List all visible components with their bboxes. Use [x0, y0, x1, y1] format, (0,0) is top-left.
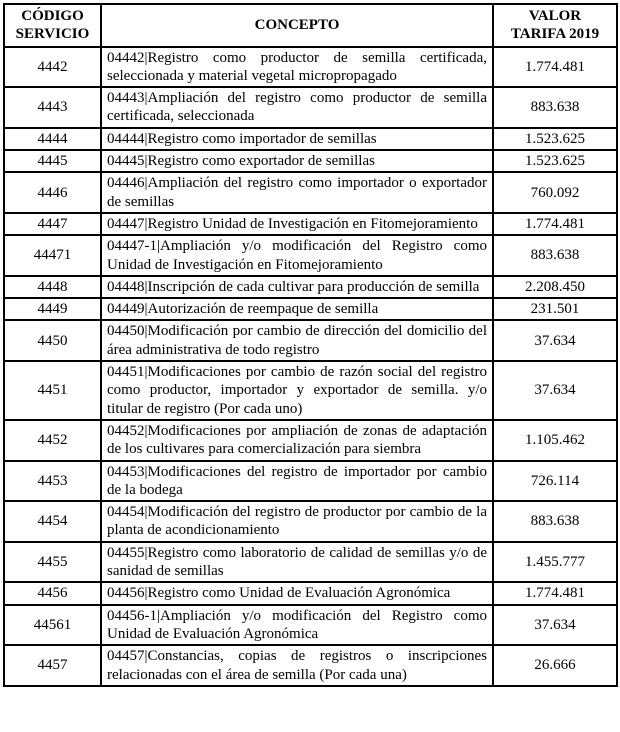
table-row — [4, 87, 617, 128]
cell-concepto: 04454|Modificación del registro de productor por cambio de la planta de acondicionamiento — [101, 501, 493, 542]
cell-valor-tarifa: 1.774.481 — [493, 582, 617, 604]
cell-concepto: 04447-1|Ampliación y/o modificación del Registro como Unidad de Investigación en Fitomejoramiento — [101, 235, 493, 276]
cell-codigo-servicio: 4453 — [4, 461, 101, 502]
cell-codigo-servicio: 4442 — [4, 47, 101, 88]
cell-codigo-servicio: 4447 — [4, 213, 101, 235]
cell-concepto: 04452|Modificaciones por ampliación de zonas de adaptación de los cultivares para comercialización para siembra — [101, 420, 493, 461]
cell-valor-tarifa: 37.634 — [493, 605, 617, 646]
cell-concepto: 04447|Registro Unidad de Investigación en Fitomejoramiento — [101, 213, 493, 235]
tariff-table — [3, 3, 618, 687]
cell-codigo-servicio: 44561 — [4, 605, 101, 646]
cell-concepto: 04456|Registro como Unidad de Evaluación Agronómica — [101, 582, 493, 604]
table-row — [4, 501, 617, 542]
cell-concepto: 04449|Autorización de reempaque de semilla — [101, 298, 493, 320]
cell-concepto: 04446|Ampliación del registro como importador o exportador de semillas — [101, 172, 493, 213]
cell-concepto: 04451|Modificaciones por cambio de razón social del registro como productor, importador y exportador de semilla. y/o titular de registro (Por cada uno) — [101, 361, 493, 420]
cell-concepto: 04457|Constancias, copias de registros o inscripciones relacionadas con el área de semilla (Por cada una) — [101, 645, 493, 686]
cell-concepto: 04444|Registro como importador de semillas — [101, 128, 493, 150]
cell-codigo-servicio: 4448 — [4, 276, 101, 298]
cell-concepto: 04448|Inscripción de cada cultivar para producción de semilla — [101, 276, 493, 298]
table-row — [4, 298, 617, 320]
table-row — [4, 235, 617, 276]
cell-valor-tarifa: 1.774.481 — [493, 213, 617, 235]
cell-codigo-servicio: 4446 — [4, 172, 101, 213]
cell-valor-tarifa: 883.638 — [493, 501, 617, 542]
cell-valor-tarifa: 231.501 — [493, 298, 617, 320]
cell-codigo-servicio: 4454 — [4, 501, 101, 542]
table-row — [4, 605, 617, 646]
header-valor-tarifa — [493, 4, 617, 47]
cell-codigo-servicio: 4451 — [4, 361, 101, 420]
cell-codigo-servicio: 4452 — [4, 420, 101, 461]
table-row — [4, 645, 617, 686]
cell-valor-tarifa: 1.105.462 — [493, 420, 617, 461]
cell-valor-tarifa: 1.774.481 — [493, 47, 617, 88]
table-row — [4, 361, 617, 420]
table-row — [4, 542, 617, 583]
header-valor-line2-text: TARIFA 2019 — [510, 26, 600, 43]
table-row — [4, 213, 617, 235]
table-row — [4, 461, 617, 502]
cell-valor-tarifa: 1.523.625 — [493, 150, 617, 172]
header-codigo-line1: CÓDIGO — [21, 8, 84, 24]
table-row — [4, 128, 617, 150]
cell-codigo-servicio: 4445 — [4, 150, 101, 172]
table-row — [4, 420, 617, 461]
cell-codigo-servicio: 44471 — [4, 235, 101, 276]
cell-codigo-servicio: 4450 — [4, 320, 101, 361]
header-codigo-servicio — [4, 4, 101, 47]
table-row — [4, 150, 617, 172]
cell-codigo-servicio: 4455 — [4, 542, 101, 583]
cell-codigo-servicio: 4443 — [4, 87, 101, 128]
table-row — [4, 172, 617, 213]
cell-valor-tarifa: 883.638 — [493, 87, 617, 128]
cell-valor-tarifa: 2.208.450 — [493, 276, 617, 298]
table-body — [4, 47, 617, 686]
cell-valor-tarifa: 37.634 — [493, 361, 617, 420]
header-row — [4, 4, 617, 47]
cell-concepto: 04445|Registro como exportador de semillas — [101, 150, 493, 172]
cell-concepto: 04442|Registro como productor de semilla certificada, seleccionada y material vegetal micropropagado — [101, 47, 493, 88]
cell-codigo-servicio: 4444 — [4, 128, 101, 150]
table-row — [4, 276, 617, 298]
header-valor-line1-text: VALOR — [528, 8, 582, 24]
cell-valor-tarifa: 760.092 — [493, 172, 617, 213]
cell-concepto: 04453|Modificaciones del registro de importador por cambio de la bodega — [101, 461, 493, 502]
cell-concepto: 04443|Ampliación del registro como productor de semilla certificada, seleccionada — [101, 87, 493, 128]
cell-codigo-servicio: 4456 — [4, 582, 101, 604]
cell-valor-tarifa: 1.455.777 — [493, 542, 617, 583]
cell-valor-tarifa: 26.666 — [493, 645, 617, 686]
cell-concepto: 04456-1|Ampliación y/o modificación del Registro como Unidad de Evaluación Agronómica — [101, 605, 493, 646]
header-codigo-line2: SERVICIO — [15, 26, 90, 43]
cell-valor-tarifa: 1.523.625 — [493, 128, 617, 150]
cell-codigo-servicio: 4449 — [4, 298, 101, 320]
cell-concepto: 04450|Modificación por cambio de dirección del domicilio del área administrativa de todo registro — [101, 320, 493, 361]
cell-valor-tarifa: 726.114 — [493, 461, 617, 502]
cell-codigo-servicio: 4457 — [4, 645, 101, 686]
cell-valor-tarifa: 883.638 — [493, 235, 617, 276]
cell-concepto: 04455|Registro como laboratorio de calidad de semillas y/o de sanidad de semillas — [101, 542, 493, 583]
table-row — [4, 47, 617, 88]
cell-valor-tarifa: 37.634 — [493, 320, 617, 361]
table-row — [4, 320, 617, 361]
header-concepto: CONCEPTO — [101, 4, 493, 47]
table-row — [4, 582, 617, 604]
